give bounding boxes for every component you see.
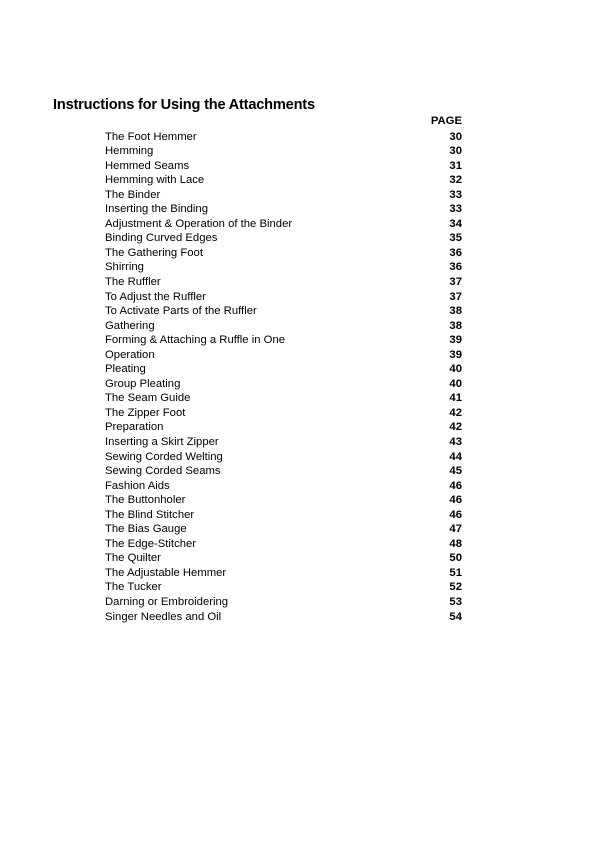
toc-entry bbox=[105, 435, 462, 450]
toc-entry-title: Forming & Attaching a Ruffle in One bbox=[105, 334, 286, 347]
toc-entry-title: The Gathering Foot bbox=[105, 246, 203, 259]
toc-entry-title: The Edge-Stitcher bbox=[105, 537, 197, 550]
toc-entry-page-number: 50 bbox=[449, 552, 462, 565]
toc-entry-title: Group Pleating bbox=[105, 377, 181, 390]
toc-entry-page-number: 44 bbox=[449, 450, 462, 463]
toc-entry bbox=[105, 537, 462, 552]
toc-entry-title: Sewing Corded Welting bbox=[105, 450, 223, 463]
toc-entry-title: The Binder bbox=[105, 188, 161, 201]
toc-entry-page-number: 51 bbox=[449, 566, 462, 579]
toc-entry-page-number: 33 bbox=[449, 188, 462, 201]
page-column-label: PAGE bbox=[430, 115, 462, 127]
toc-entry bbox=[105, 319, 462, 334]
toc-entry-page-number: 36 bbox=[449, 261, 462, 274]
toc-entry-title: To Adjust the Ruffler bbox=[105, 290, 206, 303]
toc-entry-page-number: 43 bbox=[449, 435, 462, 448]
toc-entry-title: Inserting the Binding bbox=[105, 203, 208, 216]
toc-entry-title: The Bias Gauge bbox=[105, 523, 187, 536]
toc-entry-title: Pleating bbox=[105, 363, 146, 376]
toc-entry-title: Darning or Embroidering bbox=[105, 596, 229, 608]
toc-entry bbox=[105, 348, 462, 363]
toc-entry bbox=[105, 275, 462, 290]
toc-entry-title: Adjustment & Operation of the Binder bbox=[105, 217, 293, 230]
toc-entry-title: The Tucker bbox=[105, 581, 162, 594]
toc-entry-title: Sewing Corded Seams bbox=[105, 465, 221, 478]
toc-entry-page-number: 47 bbox=[449, 523, 462, 536]
toc-entry bbox=[105, 464, 462, 479]
toc-entry bbox=[105, 246, 462, 261]
toc-entry-page-number: 42 bbox=[449, 406, 462, 419]
toc-entry-title: The Zipper Foot bbox=[105, 406, 186, 419]
toc-entry-page-number: 46 bbox=[449, 494, 462, 507]
toc-entry-page-number: 32 bbox=[449, 174, 462, 187]
toc-entry bbox=[105, 231, 462, 246]
toc-entry-title: The Adjustable Hemmer bbox=[105, 566, 227, 579]
toc-entry-page-number: 30 bbox=[449, 145, 462, 158]
toc-entry bbox=[105, 479, 462, 494]
toc-entry-page-number: 53 bbox=[449, 596, 462, 608]
toc-entry-page-number: 39 bbox=[449, 348, 462, 361]
toc-entry-page-number: 31 bbox=[449, 159, 462, 172]
toc-entry-page-number: 33 bbox=[449, 203, 462, 216]
toc-entry-page-number: 38 bbox=[449, 319, 462, 332]
toc-entry bbox=[105, 290, 462, 305]
toc-entry-page-number: 34 bbox=[449, 217, 462, 230]
toc-entry-page-number: 36 bbox=[449, 246, 462, 259]
toc-entry-page-number: 39 bbox=[449, 334, 462, 347]
toc-entry-title: Operation bbox=[105, 348, 155, 361]
toc-entry bbox=[105, 130, 462, 145]
toc-entry bbox=[105, 566, 462, 581]
toc-entry bbox=[105, 508, 462, 523]
toc-entry bbox=[105, 406, 462, 421]
toc-entry bbox=[105, 260, 462, 275]
toc-entry bbox=[105, 173, 462, 188]
toc-entry-page-number: 48 bbox=[449, 537, 462, 550]
toc-entry-page-number: 46 bbox=[449, 479, 462, 492]
toc-entry-page-number: 40 bbox=[449, 377, 462, 390]
toc-entry-title: The Blind Stitcher bbox=[105, 508, 195, 521]
toc-entry-page-number: 40 bbox=[449, 363, 462, 376]
toc-entry-title: Hemming with Lace bbox=[105, 174, 205, 187]
toc-entry-page-number: 42 bbox=[449, 421, 462, 434]
toc-entry-page-number: 35 bbox=[449, 232, 462, 245]
toc-entry-page-number: 37 bbox=[449, 275, 462, 288]
toc-entry bbox=[105, 450, 462, 465]
toc-entry bbox=[105, 377, 462, 392]
toc-entry-title: The Seam Guide bbox=[105, 392, 191, 405]
toc-entry-page-number: 38 bbox=[449, 305, 462, 318]
toc-entry-title: The Foot Hemmer bbox=[105, 130, 197, 143]
toc-entry bbox=[105, 304, 462, 319]
toc-entry-title: Preparation bbox=[105, 421, 164, 434]
toc-entry bbox=[105, 144, 462, 159]
toc-entry bbox=[105, 522, 462, 537]
toc-entry bbox=[105, 391, 462, 406]
toc-entry-title: Fashion Aids bbox=[105, 479, 170, 492]
toc-entry bbox=[105, 580, 462, 595]
toc-entry-page-number: 30 bbox=[449, 130, 462, 143]
toc-entry-title: The Ruffler bbox=[105, 275, 161, 288]
toc-entry-title: The Buttonholer bbox=[105, 494, 186, 507]
toc-entry-page-number: 45 bbox=[449, 465, 462, 478]
toc-entry-title: To Activate Parts of the Ruffler bbox=[105, 305, 257, 318]
toc-entry bbox=[105, 420, 462, 435]
toc-entry-title: Singer Needles and Oil bbox=[105, 610, 222, 623]
toc-entry-title: Hemmed Seams bbox=[105, 159, 190, 172]
toc-entry-page-number: 52 bbox=[449, 581, 462, 594]
toc-entry bbox=[105, 188, 462, 203]
toc-entry bbox=[105, 595, 462, 610]
table-of-contents-list bbox=[105, 130, 462, 625]
toc-entry-title: Gathering bbox=[105, 319, 155, 332]
toc-entry bbox=[105, 159, 462, 174]
toc-entry-page-number: 54 bbox=[449, 610, 462, 623]
toc-entry bbox=[105, 610, 462, 625]
toc-entry-page-number: 41 bbox=[449, 392, 462, 405]
toc-entry-title: Hemming bbox=[105, 145, 154, 158]
toc-entry-page-number: 46 bbox=[449, 508, 462, 521]
toc-entry bbox=[105, 333, 462, 348]
toc-entry-title: Inserting a Skirt Zipper bbox=[105, 435, 219, 448]
toc-entry bbox=[105, 493, 462, 508]
toc-entry bbox=[105, 551, 462, 566]
toc-entry-title: Binding Curved Edges bbox=[105, 232, 218, 245]
toc-entry-page-number: 37 bbox=[449, 290, 462, 303]
toc-entry-title: The Quilter bbox=[105, 552, 161, 565]
section-heading: Instructions for Using the Attachments bbox=[53, 97, 315, 113]
toc-entry bbox=[105, 202, 462, 217]
toc-entry bbox=[105, 362, 462, 377]
toc-entry bbox=[105, 217, 462, 232]
toc-entry-title: Shirring bbox=[105, 261, 144, 274]
